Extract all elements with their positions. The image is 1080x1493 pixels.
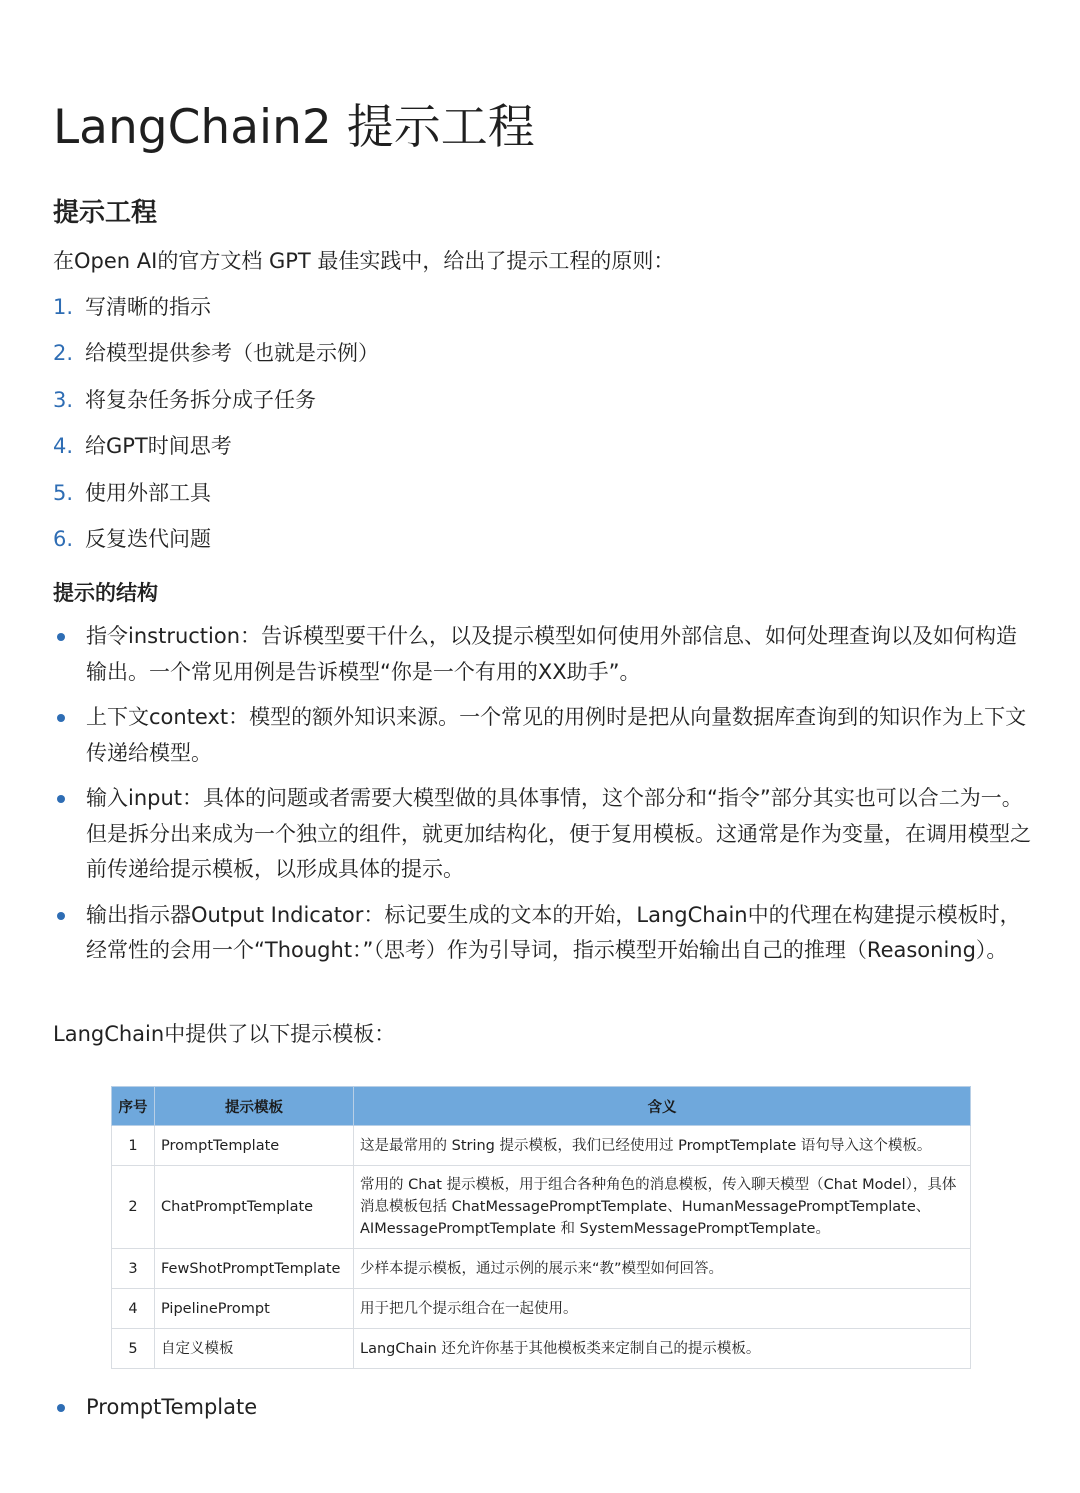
list-number: 5. (53, 480, 74, 505)
cell-meaning: 少样本提示模板，通过示例的展示来“教”模型如何回答。 (354, 1249, 971, 1289)
list-item (53, 384, 379, 430)
cell-no: 2 (112, 1166, 155, 1249)
header-meaning: 含义 (354, 1087, 971, 1126)
cell-template: FewShotPromptTemplate (155, 1249, 354, 1289)
structure-list (53, 619, 1033, 979)
list-item-text: 写清晰的指示 (85, 295, 211, 319)
list-number: 3. (53, 387, 74, 412)
section-title: 提示工程 (53, 198, 158, 228)
structure-title: 提示的结构 (53, 581, 158, 605)
list-item (53, 781, 1033, 888)
list-item (53, 1390, 1033, 1426)
table-row (112, 1249, 971, 1289)
cell-no: 4 (112, 1289, 155, 1329)
list-number: 4. (53, 434, 74, 459)
table-row (112, 1166, 971, 1249)
table-row (112, 1126, 971, 1166)
list-item-text: PromptTemplate (86, 1395, 258, 1419)
list-number: 2. (53, 341, 74, 366)
cell-meaning: 用于把几个提示组合在一起使用。 (354, 1289, 971, 1329)
intro-paragraph: 在Open AI的官方文档 GPT 最佳实践中，给出了提示工程的原则： (53, 249, 675, 273)
cell-meaning: 常用的 Chat 提示模板，用于组合各种角色的消息模板，传入聊天模型（Chat Model），具体消息模板包括 ChatMessagePromptTemplate、HumanMessagePromptTemplate、AIMessagePromptTemplate 和 SystemMessagePromptTemplate。 (354, 1166, 971, 1249)
table-header-row (112, 1087, 971, 1126)
list-item-text: 指令instruction：告诉模型要干什么，以及提示模型如何使用外部信息、如何处理查询以及如何构造输出。一个常见用例是告诉模型“你是一个有用的XX助手”。 (86, 624, 1018, 684)
list-item-text: 反复迭代问题 (85, 526, 211, 551)
cell-meaning: LangChain 还允许你基于其他模板类来定制自己的提示模板。 (354, 1329, 971, 1369)
list-item (53, 337, 379, 383)
list-item (53, 898, 1033, 969)
list-item-text: 上下文context：模型的额外知识来源。一个常见的用例时是把从向量数据库查询到的知识作为上下文传递给模型。 (86, 705, 1027, 765)
bullet-icon (57, 1404, 65, 1412)
cell-no: 3 (112, 1249, 155, 1289)
list-item (53, 430, 379, 476)
cell-template: 自定义模板 (155, 1329, 354, 1369)
prompt-template-list (53, 1390, 1033, 1436)
bullet-icon (57, 795, 65, 803)
cell-template: ChatPromptTemplate (155, 1166, 354, 1249)
list-item (53, 700, 1033, 771)
list-item-text: 输出指示器Output Indicator：标记要生成的文本的开始，LangChain中的代理在构建提示模板时，经常性的会用一个“Thought：”（思考）作为引导词，指示模型开始输出自己的推理（Reasoning）。 (86, 902, 1021, 962)
list-item (53, 291, 379, 337)
list-item-text: 给GPT时间思考 (85, 434, 232, 459)
header-no: 序号 (112, 1087, 155, 1126)
list-item (53, 523, 379, 569)
cell-no: 1 (112, 1126, 155, 1166)
bullet-icon (57, 714, 65, 722)
list-item (53, 619, 1033, 690)
cell-template: PromptTemplate (155, 1126, 354, 1166)
list-item (53, 477, 379, 523)
list-item-text: 输入input：具体的问题或者需要大模型做的具体事情，这个部分和“指令”部分其实也可以合二为一。但是拆分出来成为一个独立的组件，就更加结构化，便于复用模板。这通常是作为变量，在调用模型之前传递给提示模板，以形成具体的提示。 (86, 786, 1031, 881)
bullet-icon (57, 633, 65, 641)
table-row (112, 1329, 971, 1369)
list-number: 6. (53, 526, 74, 551)
principles-list (53, 291, 379, 569)
cell-template: PipelinePrompt (155, 1289, 354, 1329)
summary-paragraph: LangChain中提供了以下提示模板： (53, 1022, 396, 1046)
cell-no: 5 (112, 1329, 155, 1369)
list-item-text: 使用外部工具 (85, 480, 211, 505)
list-item-text: 给模型提供参考（也就是示例） (85, 341, 379, 366)
table-row (112, 1289, 971, 1329)
list-number: 1. (53, 295, 74, 319)
list-item-text: 将复杂任务拆分成子任务 (85, 387, 316, 412)
header-template: 提示模板 (155, 1087, 354, 1126)
template-table (111, 1086, 971, 1369)
bullet-icon (57, 912, 65, 920)
cell-meaning: 这是最常用的 String 提示模板，我们已经使用过 PromptTemplate 语句导入这个模板。 (354, 1126, 971, 1166)
page-title: LangChain2 提示工程 (53, 100, 535, 155)
